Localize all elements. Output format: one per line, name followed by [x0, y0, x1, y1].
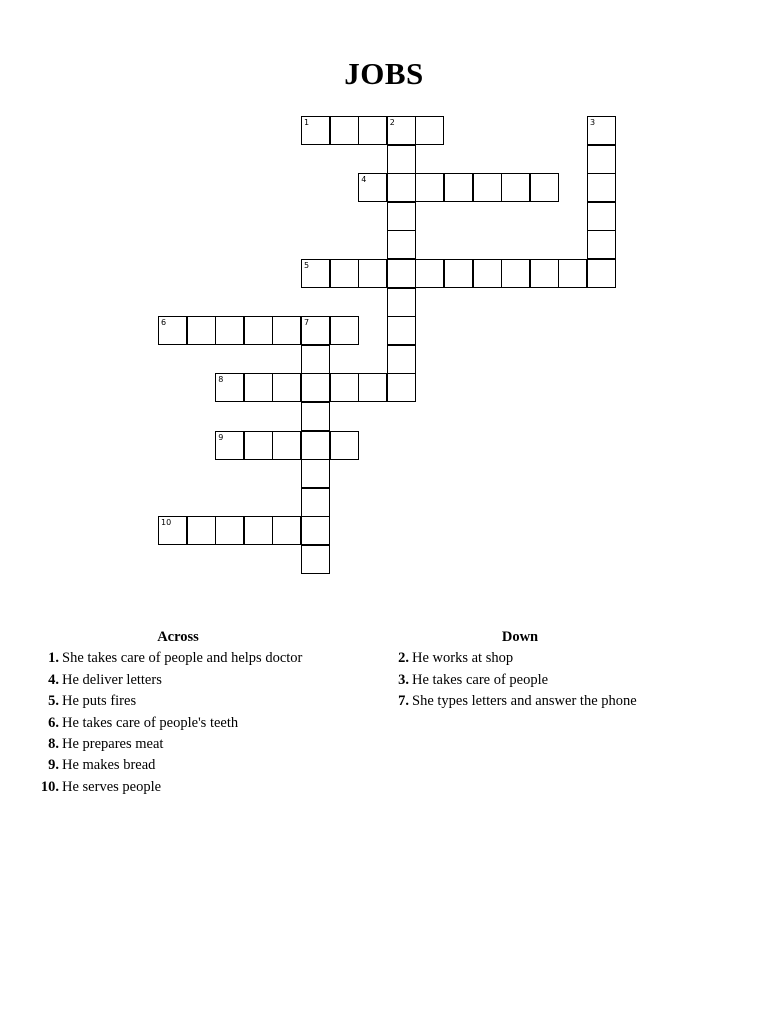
crossword-cell[interactable] [387, 288, 416, 317]
down-clue [380, 691, 720, 712]
crossword-cell[interactable] [244, 316, 273, 345]
across-clue [30, 755, 360, 776]
crossword-cell[interactable] [330, 373, 359, 402]
crossword-cell[interactable] [301, 402, 330, 431]
clue-text: He works at shop [412, 650, 514, 667]
crossword-cell[interactable] [301, 316, 330, 345]
clue-text: He serves people [62, 778, 162, 795]
clue-text: He makes bread [62, 757, 156, 774]
clue-text: He prepares meat [62, 736, 164, 753]
clue-number-label: 2 [389, 118, 395, 127]
across-heading: Across [157, 629, 199, 645]
crossword-cell[interactable] [301, 116, 330, 145]
crossword-cell[interactable] [244, 516, 273, 545]
crossword-cell[interactable] [215, 373, 244, 402]
crossword-cell[interactable] [558, 259, 587, 288]
crossword-cell[interactable] [158, 316, 187, 345]
down-clues [380, 627, 720, 713]
clue-number-label: 5 [304, 261, 310, 270]
crossword-cell[interactable] [272, 516, 301, 545]
clue-number-label: 10 [161, 518, 172, 528]
clue-number-label: 6 [161, 318, 167, 328]
down-heading: Down [501, 629, 539, 645]
crossword-cell[interactable] [244, 373, 273, 402]
crossword-cell[interactable] [387, 230, 416, 259]
clue-number: 9. [48, 757, 59, 774]
clue-number: 6. [48, 714, 59, 731]
across-clue [30, 713, 360, 734]
crossword-cell[interactable] [330, 259, 359, 288]
clue-number: 5. [48, 693, 59, 710]
crossword-cell[interactable] [387, 145, 416, 174]
crossword-cell[interactable] [387, 202, 416, 231]
clue-text: He puts fires [62, 693, 137, 710]
crossword-cell[interactable] [301, 545, 330, 574]
crossword-cell[interactable] [415, 259, 444, 288]
across-clue [30, 670, 360, 691]
crossword-cell[interactable] [215, 516, 244, 545]
crossword-cell[interactable] [301, 459, 330, 488]
down-clue [380, 648, 720, 669]
clue-number: 2. [398, 650, 409, 667]
crossword-cell[interactable] [587, 173, 616, 202]
clue-number-label: 4 [361, 175, 367, 185]
crossword-cell[interactable] [301, 259, 330, 288]
across-clue [30, 734, 360, 755]
crossword-cell[interactable] [387, 116, 416, 145]
crossword-cell[interactable] [215, 316, 244, 345]
crossword-cell[interactable] [587, 202, 616, 231]
crossword-cell[interactable] [387, 173, 416, 202]
crossword-cell[interactable] [358, 116, 387, 145]
across-clue [30, 648, 360, 669]
clue-text: He deliver letters [62, 671, 162, 688]
clue-number-label: 8 [218, 375, 224, 385]
crossword-cell[interactable] [330, 116, 359, 145]
clue-number: 7. [398, 693, 409, 710]
crossword-cell[interactable] [301, 488, 330, 517]
clue-text: She types letters and answer the phone [412, 693, 637, 710]
crossword-cell[interactable] [187, 516, 216, 545]
crossword-cell[interactable] [587, 259, 616, 288]
crossword-cell[interactable] [330, 431, 359, 460]
crossword-cell[interactable] [158, 516, 187, 545]
crossword-cell[interactable] [358, 173, 387, 202]
crossword-cell[interactable] [272, 373, 301, 402]
clue-number: 3. [398, 671, 409, 688]
crossword-cell[interactable] [301, 431, 330, 460]
clue-text: He takes care of people [412, 671, 549, 688]
crossword-cell[interactable] [530, 259, 559, 288]
clue-number: 10. [40, 778, 59, 795]
crossword-cell[interactable] [272, 431, 301, 460]
crossword-cell[interactable] [530, 173, 559, 202]
crossword-cell[interactable] [358, 259, 387, 288]
clue-number-label: 1 [304, 118, 310, 127]
crossword-cell[interactable] [358, 373, 387, 402]
clue-number: 1. [48, 650, 59, 667]
crossword-cell[interactable] [272, 316, 301, 345]
clue-number-label: 7 [304, 318, 310, 328]
page-title: JOBS [344, 56, 424, 91]
crossword-cell[interactable] [473, 173, 502, 202]
crossword-cell[interactable] [587, 116, 616, 145]
clue-number-label: 9 [218, 432, 224, 442]
clue-number: 4. [48, 671, 59, 688]
crossword-cell[interactable] [444, 173, 473, 202]
crossword-cell[interactable] [187, 316, 216, 345]
crossword-cell[interactable] [473, 259, 502, 288]
clue-text: He takes care of people's teeth [62, 714, 239, 731]
across-clue [30, 691, 360, 712]
crossword-cell[interactable] [301, 516, 330, 545]
crossword-cell[interactable] [215, 431, 244, 460]
crossword-cell[interactable] [244, 431, 273, 460]
crossword-cell[interactable] [387, 345, 416, 374]
crossword-cell[interactable] [444, 259, 473, 288]
down-clue [380, 670, 720, 691]
clue-text: She takes care of people and helps doctor [62, 650, 303, 667]
crossword-cell[interactable] [501, 259, 530, 288]
crossword-cell[interactable] [387, 373, 416, 402]
across-clue [30, 777, 360, 798]
crossword-cell[interactable] [387, 316, 416, 345]
clue-number: 8. [48, 736, 59, 753]
crossword-cell[interactable] [415, 116, 444, 145]
crossword-cell[interactable] [587, 230, 616, 259]
across-clues [30, 627, 360, 798]
crossword-cell[interactable] [587, 145, 616, 174]
clue-number-label: 3 [590, 118, 596, 127]
crossword-cell[interactable] [301, 373, 330, 402]
crossword-cell[interactable] [415, 173, 444, 202]
crossword-cell[interactable] [501, 173, 530, 202]
crossword-cell[interactable] [330, 316, 359, 345]
crossword-cell[interactable] [387, 259, 416, 288]
crossword-cell[interactable] [301, 345, 330, 374]
